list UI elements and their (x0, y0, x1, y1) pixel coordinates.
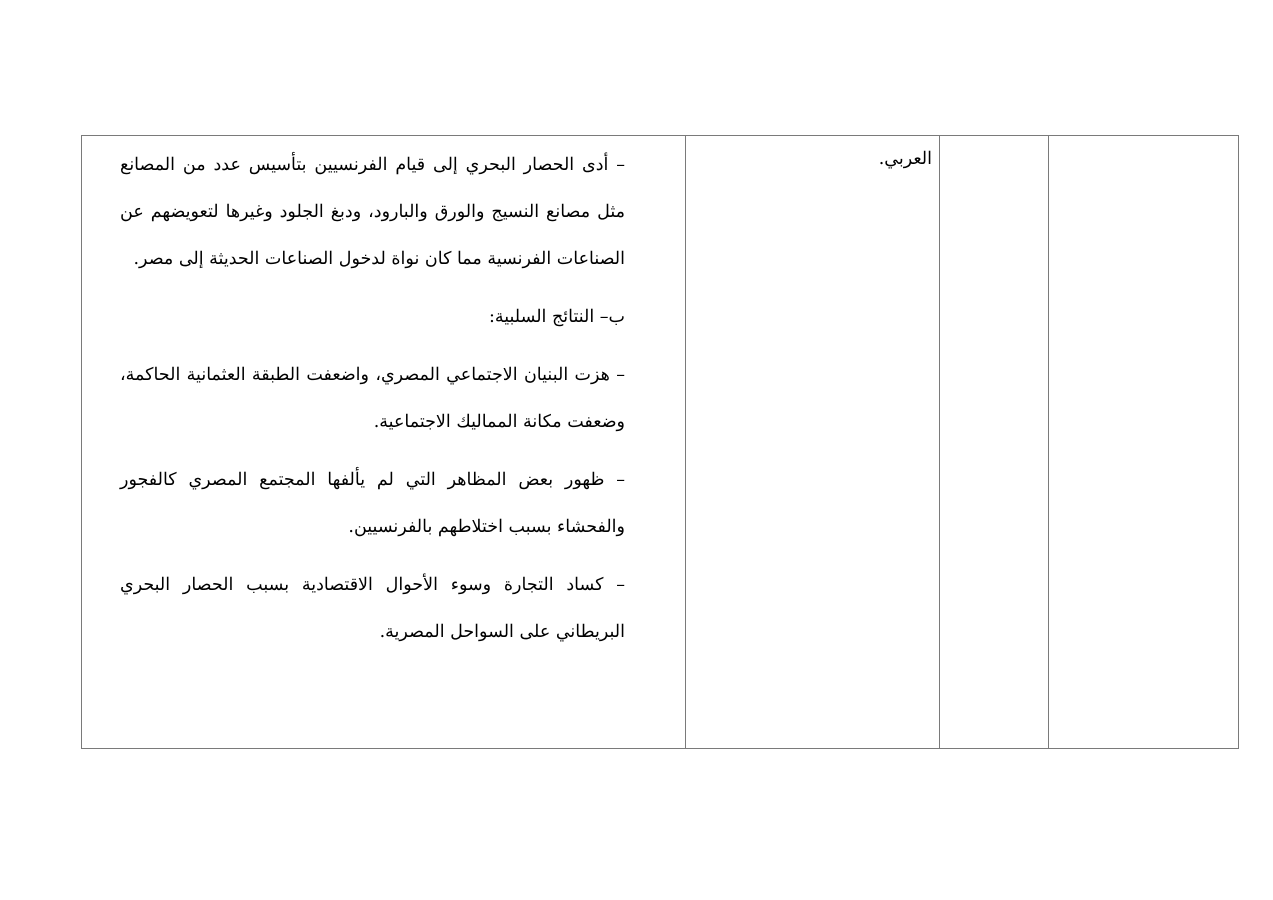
table-cell-empty (1049, 136, 1239, 748)
paragraph-negative-result-1: – هزت البنيان الاجتماعي المصري، واضعفت الطبقة العثمانية الحاكمة، وضعفت مكانة المماليك الاجتماعية. (120, 365, 625, 432)
paragraph-negative-result-2: – ظهور بعض المظاهر التي لم يألفها المجتمع المصري كالفجور والفحشاء بسبب اختلاطهم بالفرنسيين. (120, 470, 625, 537)
table-cell-empty (940, 136, 1048, 748)
table-cell-content (82, 136, 685, 748)
paragraph-positive-result: – أدى الحصار البحري إلى قيام الفرنسيين بتأسيس عدد من المصانع مثل مصانع النسيج والورق والبارود، ودبغ الجلود وغيرها لتعويضهم عن الصناعات الفرنسية مما كان نواة لدخول الصناعات الحديثة إلى مصر. (120, 155, 625, 269)
section-heading-negative-results: ب– النتائج السلبية: (488, 307, 625, 327)
label-text: العربي. (878, 149, 932, 169)
content-table (81, 135, 1239, 749)
paragraph-negative-result-3: – كساد التجارة وسوء الأحوال الاقتصادية بسبب الحصار البحري البريطاني على السواحل المصرية. (120, 575, 625, 642)
table-cell-label (686, 136, 940, 748)
